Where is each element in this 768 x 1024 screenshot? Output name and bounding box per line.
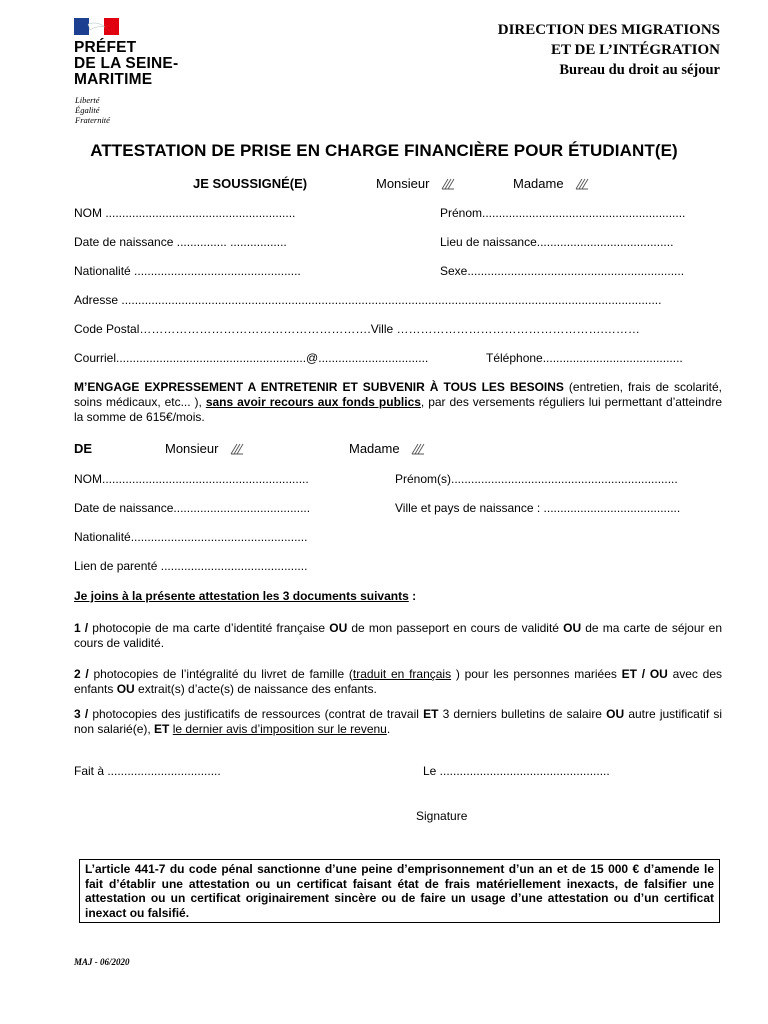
monsieur-label: Monsieur [376, 176, 430, 191]
undersigned-madame-option[interactable] [513, 176, 589, 191]
doc-2-text: avec des enfants [74, 667, 723, 696]
doc-3-underlined: le dernier avis d’imposition sur le revenu [172, 722, 387, 736]
undersigned-monsieur-option[interactable] [376, 176, 455, 191]
prefect-line-2: DE LA SEINE- [74, 55, 179, 72]
field-le-date[interactable]: Le ................................................... [423, 764, 610, 778]
beneficiary-monsieur-option[interactable] [165, 441, 244, 456]
doc-2-underlined: traduit en français [352, 667, 452, 681]
republic-flag-icon [74, 18, 119, 35]
field-nom[interactable]: NOM ......................................................... [74, 206, 296, 220]
commitment-underlined: sans avoir recours aux fonds publics [205, 395, 421, 409]
documents-heading-text: Je joins à la présente attestation les 3 documents suivants [74, 589, 409, 603]
document-item-1 [74, 621, 722, 651]
field-lieu-naissance[interactable]: Lieu de naissance......................................... [440, 235, 674, 249]
update-date: MAJ - 06/2020 [74, 957, 130, 967]
doc-3-num: 3 / [74, 707, 89, 721]
doc-3-text: 3 derniers bulletins de salaire [438, 707, 607, 721]
doc-3-et: ET [423, 707, 439, 721]
commitment-text-2: (entretien, frais de scolarité, soins médicaux, etc... ), [74, 380, 722, 409]
beneficiary-field-nom[interactable]: NOM.............................................................. [74, 472, 309, 486]
doc-2-ou: OU [116, 682, 135, 696]
doc-3-et: ET [154, 722, 170, 736]
motto-egalite: Égalité [75, 105, 100, 115]
prefect-name [74, 40, 214, 88]
doc-2-text: photocopies de l’intégralité du livret de famille ( [88, 667, 353, 681]
beneficiary-field-prenom[interactable]: Prénom(s).................................................................... [395, 472, 678, 486]
bureau-line: Bureau du droit au séjour [559, 62, 720, 78]
commitment-text-3: , par des versements réguliers lui permettant d’atteindre la somme de 615€/mois. [74, 395, 722, 424]
commitment-bold: M’ENGAGE EXPRESSEMENT A ENTRETENIR ET SUBVENIR À TOUS LES BESOINS [74, 380, 564, 394]
field-prenom[interactable]: Prénom............................................................. [440, 206, 686, 220]
undersigned-heading: JE SOUSSIGNÉ(E) [193, 176, 308, 191]
field-telephone[interactable]: Téléphone.......................................... [486, 351, 683, 365]
documents-heading [74, 589, 416, 603]
beneficiary-field-lien[interactable]: Lien de parenté ............................................ [74, 559, 308, 573]
doc-3-text: . [386, 722, 391, 736]
madame-label: Madame [349, 441, 400, 456]
doc-2-text: extrait(s) d’acte(s) de naissance des enfants. [134, 682, 377, 696]
beneficiary-heading: DE [74, 441, 93, 456]
field-adresse[interactable]: Adresse .................................................................................................................................................................. [74, 293, 662, 307]
page-title: ATTESTATION DE PRISE EN CHARGE FINANCIÈRE POUR ÉTUDIANT(E) [90, 141, 678, 160]
doc-1-num: 1 / [74, 621, 89, 635]
doc-3-text: photocopies des justificatifs de ressources (contrat de travail [88, 707, 424, 721]
doc-2-et-ou: ET / OU [621, 667, 668, 681]
motto-liberte: Liberté [75, 95, 100, 105]
document-item-2 [74, 667, 722, 697]
field-date-naissance[interactable]: Date de naissance ............... ................. [74, 235, 287, 249]
direction-line-2: ET DE L’INTÉGRATION [551, 42, 720, 58]
doc-1-text: photocopie de ma carte d’identité française [88, 621, 330, 635]
direction-block [498, 20, 720, 80]
commitment-paragraph [74, 380, 722, 425]
doc-2-text: ) pour les personnes mariées [451, 667, 622, 681]
beneficiary-field-nationalite[interactable]: Nationalité..................................................... [74, 530, 308, 544]
strike-mark-icon [230, 443, 244, 455]
republic-motto [75, 95, 110, 125]
doc-3-text: autre justificatif si non salarié(e), [74, 707, 722, 736]
strike-mark-icon [411, 443, 425, 455]
doc-1-text: de ma carte de séjour en cours de validité. [74, 621, 723, 650]
field-courriel[interactable]: Courriel.........................................................@................................. [74, 351, 429, 365]
field-sexe[interactable]: Sexe................................................................. [440, 264, 685, 278]
doc-1-ou: OU [329, 621, 348, 635]
doc-1-text: de mon passeport en cours de validité [347, 621, 564, 635]
doc-3-ou: OU [606, 707, 625, 721]
madame-label: Madame [513, 176, 564, 191]
field-fait-a[interactable]: Fait à .................................. [74, 764, 221, 778]
prefect-line-1: PRÉFET [74, 39, 137, 56]
legal-notice-text: L’article 441-7 du code pénal sanctionne d’une peine d’emprisonnement d’un an et de 15 000 € d’amende le fait d’établir une attestation ou un certificat faisant état de frais matériellement inexacts, de falsifier une attestation ou un certificat originairement sincère ou de faire un usage d’une attestation ou d’un certificat inexact ou falsifié. [85, 862, 714, 920]
beneficiary-madame-option[interactable] [349, 441, 425, 456]
strike-mark-icon [575, 178, 589, 190]
beneficiary-field-date-naissance[interactable]: Date de naissance......................................... [74, 501, 311, 515]
signature-label: Signature [416, 809, 468, 823]
prefect-line-3: MARITIME [74, 71, 153, 88]
doc-2-num: 2 / [74, 667, 89, 681]
document-item-3 [74, 707, 722, 737]
field-code-postal-ville[interactable]: Code Postal………………………………………………….Ville …………………………………………….……… [74, 322, 640, 336]
field-nationalite[interactable]: Nationalité .................................................. [74, 264, 301, 278]
strike-mark-icon [441, 178, 455, 190]
motto-fraternite: Fraternité [75, 115, 110, 125]
direction-line-1: DIRECTION DES MIGRATIONS [497, 22, 720, 38]
beneficiary-field-ville-pays[interactable]: Ville et pays de naissance : ......................................... [395, 501, 681, 515]
doc-1-ou: OU [563, 621, 582, 635]
monsieur-label: Monsieur [165, 441, 219, 456]
legal-notice-box [79, 859, 720, 923]
documents-heading-colon: : [408, 589, 417, 603]
